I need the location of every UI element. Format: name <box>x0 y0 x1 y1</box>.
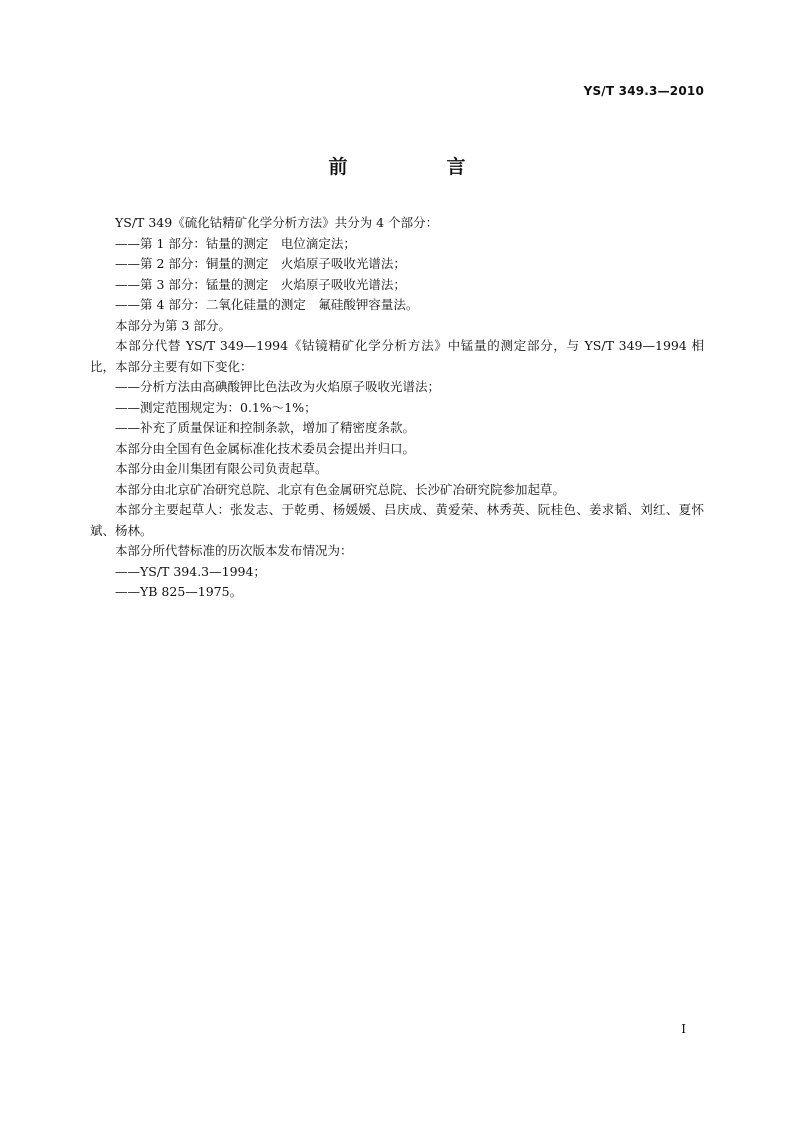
participants-paragraph: 本部分由北京矿冶研究总院、北京有色金属研究总院、长沙矿冶研究院参加起草。 <box>115 481 566 497</box>
change-list-item: ——补充了质量保证和控制条款，增加了精密度条款。 <box>115 420 416 435</box>
part-list-item: ——第 2 部分：铜量的测定 火焰原子吸收光谱法； <box>115 256 406 271</box>
replaces-paragraph: 本部分代替 YS/T 349—1994《钴镜精矿化学分析方法》中锰量的测定部分，与 YS/T 349—1994 相比，本部分主要有如下变化： <box>90 338 704 374</box>
responsible-paragraph: 本部分由金川集团有限公司负责起草。 <box>115 461 328 476</box>
foreword-body <box>90 213 704 603</box>
change-list-item: ——测定范围规定为：0.1%～1%； <box>115 399 317 415</box>
part-list-item: ——第 4 部分：二氧化硅量的测定 氟硅酸钾容量法。 <box>115 297 419 312</box>
history-intro-paragraph: 本部分所代替标准的历次版本发布情况为： <box>115 543 353 558</box>
drafters-paragraph: 本部分主要起草人：张发志、于乾勇、杨媛媛、吕庆成、黄爱荣、林秀英、阮桂色、姜求韬、刘红、夏怀斌、杨林。 <box>90 502 704 538</box>
page-title: 前 言 <box>328 156 506 178</box>
this-part-paragraph: 本部分为第 3 部分。 <box>115 317 231 333</box>
standard-code: YS/T 349.3—2010 <box>583 84 704 98</box>
change-list-item: ——分析方法由高碘酸钾比色法改为火焰原子吸收光谱法； <box>115 379 441 394</box>
part-list-item: ——第 3 部分：锰量的测定 火焰原子吸收光谱法； <box>115 276 406 292</box>
history-list-item: ——YB 825—1975。 <box>115 584 243 599</box>
intro-paragraph: YS/T 349《硫化钴精矿化学分析方法》共分为 4 个部分： <box>115 215 439 230</box>
part-list-item: ——第 1 部分：钴量的测定 电位滴定法； <box>115 235 356 251</box>
proposed-by-paragraph: 本部分由全国有色金属标准化技术委员会提出并归口。 <box>115 440 416 456</box>
history-list-item: ——YS/T 394.3—1994； <box>115 563 266 579</box>
page-number: I <box>681 1022 686 1036</box>
